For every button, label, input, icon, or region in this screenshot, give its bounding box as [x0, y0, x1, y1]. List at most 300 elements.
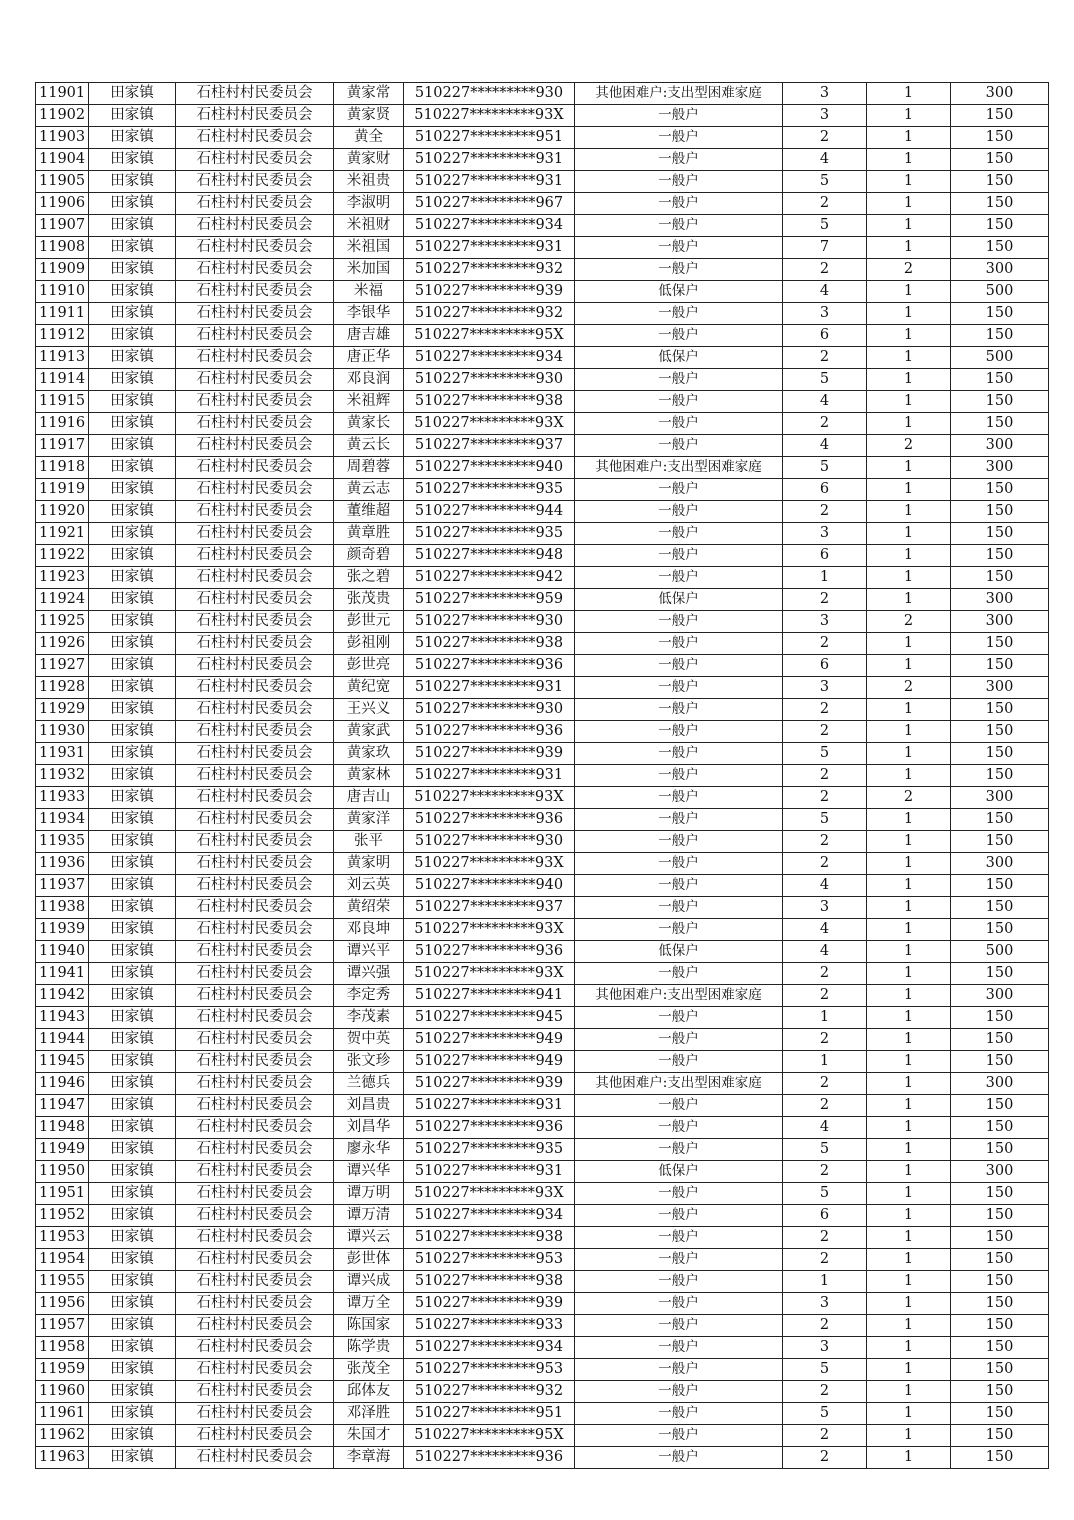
- village-committee-cell: 石柱村村民委员会: [176, 721, 334, 743]
- row-number-cell: 11928: [36, 677, 89, 699]
- amount-cell: 300: [951, 853, 1049, 875]
- household-size-cell: 4: [783, 435, 867, 457]
- village-committee-cell: 石柱村村民委员会: [176, 831, 334, 853]
- count-cell: 1: [867, 1117, 951, 1139]
- count-cell: 1: [867, 721, 951, 743]
- town-cell: 田家镇: [89, 83, 176, 105]
- household-size-cell: 1: [783, 1051, 867, 1073]
- id-number-cell: 510227*********935: [404, 523, 575, 545]
- count-cell: 1: [867, 1205, 951, 1227]
- town-cell: 田家镇: [89, 875, 176, 897]
- village-committee-cell: 石柱村村民委员会: [176, 765, 334, 787]
- village-committee-cell: 石柱村村民委员会: [176, 1425, 334, 1447]
- household-category-cell: 一般户: [575, 743, 783, 765]
- person-name-cell: 黄家长: [334, 413, 404, 435]
- town-cell: 田家镇: [89, 853, 176, 875]
- row-number-cell: 11959: [36, 1359, 89, 1381]
- table-row: [36, 1315, 1049, 1337]
- table-row: [36, 941, 1049, 963]
- table-row: [36, 193, 1049, 215]
- amount-cell: 150: [951, 1139, 1049, 1161]
- amount-cell: 300: [951, 259, 1049, 281]
- id-number-cell: 510227*********945: [404, 1007, 575, 1029]
- town-cell: 田家镇: [89, 303, 176, 325]
- town-cell: 田家镇: [89, 765, 176, 787]
- village-committee-cell: 石柱村村民委员会: [176, 589, 334, 611]
- person-name-cell: 彭世体: [334, 1249, 404, 1271]
- amount-cell: 150: [951, 369, 1049, 391]
- id-number-cell: 510227*********935: [404, 479, 575, 501]
- household-size-cell: 6: [783, 479, 867, 501]
- amount-cell: 150: [951, 193, 1049, 215]
- person-name-cell: 张文珍: [334, 1051, 404, 1073]
- village-committee-cell: 石柱村村民委员会: [176, 1315, 334, 1337]
- amount-cell: 150: [951, 1425, 1049, 1447]
- table-row: [36, 259, 1049, 281]
- household-size-cell: 3: [783, 303, 867, 325]
- town-cell: 田家镇: [89, 1359, 176, 1381]
- table-row: [36, 1205, 1049, 1227]
- household-size-cell: 2: [783, 985, 867, 1007]
- amount-cell: 150: [951, 413, 1049, 435]
- table-row: [36, 765, 1049, 787]
- household-size-cell: 1: [783, 1007, 867, 1029]
- village-committee-cell: 石柱村村民委员会: [176, 479, 334, 501]
- amount-cell: 150: [951, 523, 1049, 545]
- count-cell: 1: [867, 545, 951, 567]
- id-number-cell: 510227*********953: [404, 1359, 575, 1381]
- person-name-cell: 黄家常: [334, 83, 404, 105]
- row-number-cell: 11920: [36, 501, 89, 523]
- table-row: [36, 1359, 1049, 1381]
- household-category-cell: 一般户: [575, 1095, 783, 1117]
- person-name-cell: 谭兴华: [334, 1161, 404, 1183]
- person-name-cell: 黄全: [334, 127, 404, 149]
- row-number-cell: 11947: [36, 1095, 89, 1117]
- row-number-cell: 11949: [36, 1139, 89, 1161]
- town-cell: 田家镇: [89, 1205, 176, 1227]
- count-cell: 1: [867, 589, 951, 611]
- table-row: [36, 1271, 1049, 1293]
- id-number-cell: 510227*********939: [404, 281, 575, 303]
- row-number-cell: 11907: [36, 215, 89, 237]
- town-cell: 田家镇: [89, 1293, 176, 1315]
- count-cell: 1: [867, 105, 951, 127]
- town-cell: 田家镇: [89, 1183, 176, 1205]
- row-number-cell: 11962: [36, 1425, 89, 1447]
- count-cell: 1: [867, 215, 951, 237]
- amount-cell: 150: [951, 545, 1049, 567]
- amount-cell: 500: [951, 281, 1049, 303]
- person-name-cell: 邓泽胜: [334, 1403, 404, 1425]
- town-cell: 田家镇: [89, 435, 176, 457]
- village-committee-cell: 石柱村村民委员会: [176, 325, 334, 347]
- town-cell: 田家镇: [89, 193, 176, 215]
- household-size-cell: 5: [783, 1359, 867, 1381]
- amount-cell: 150: [951, 171, 1049, 193]
- table-row: [36, 1073, 1049, 1095]
- person-name-cell: 邓良坤: [334, 919, 404, 941]
- table-row: [36, 1007, 1049, 1029]
- amount-cell: 300: [951, 611, 1049, 633]
- table-row: [36, 83, 1049, 105]
- town-cell: 田家镇: [89, 281, 176, 303]
- amount-cell: 150: [951, 1315, 1049, 1337]
- amount-cell: 150: [951, 1227, 1049, 1249]
- household-size-cell: 5: [783, 215, 867, 237]
- amount-cell: 150: [951, 479, 1049, 501]
- village-committee-cell: 石柱村村民委员会: [176, 1337, 334, 1359]
- household-category-cell: 一般户: [575, 1051, 783, 1073]
- row-number-cell: 11940: [36, 941, 89, 963]
- amount-cell: 300: [951, 83, 1049, 105]
- town-cell: 田家镇: [89, 1117, 176, 1139]
- person-name-cell: 谭兴平: [334, 941, 404, 963]
- household-category-cell: 一般户: [575, 677, 783, 699]
- amount-cell: 150: [951, 127, 1049, 149]
- amount-cell: 150: [951, 765, 1049, 787]
- table-row: [36, 457, 1049, 479]
- household-size-cell: 2: [783, 1425, 867, 1447]
- amount-cell: 300: [951, 457, 1049, 479]
- count-cell: 1: [867, 1095, 951, 1117]
- household-category-cell: 其他困难户:支出型困难家庭: [575, 985, 783, 1007]
- town-cell: 田家镇: [89, 215, 176, 237]
- id-number-cell: 510227*********940: [404, 457, 575, 479]
- count-cell: 1: [867, 1271, 951, 1293]
- row-number-cell: 11918: [36, 457, 89, 479]
- household-category-cell: 一般户: [575, 655, 783, 677]
- id-number-cell: 510227*********931: [404, 1095, 575, 1117]
- person-name-cell: 邱体友: [334, 1381, 404, 1403]
- household-category-cell: 一般户: [575, 897, 783, 919]
- person-name-cell: 张之碧: [334, 567, 404, 589]
- village-committee-cell: 石柱村村民委员会: [176, 1161, 334, 1183]
- count-cell: 1: [867, 1183, 951, 1205]
- household-size-cell: 4: [783, 919, 867, 941]
- village-committee-cell: 石柱村村民委员会: [176, 215, 334, 237]
- household-size-cell: 3: [783, 897, 867, 919]
- village-committee-cell: 石柱村村民委员会: [176, 545, 334, 567]
- row-number-cell: 11910: [36, 281, 89, 303]
- count-cell: 1: [867, 369, 951, 391]
- town-cell: 田家镇: [89, 831, 176, 853]
- person-name-cell: 王兴义: [334, 699, 404, 721]
- household-size-cell: 2: [783, 853, 867, 875]
- row-number-cell: 11912: [36, 325, 89, 347]
- id-number-cell: 510227*********933: [404, 1315, 575, 1337]
- table-row: [36, 545, 1049, 567]
- id-number-cell: 510227*********95X: [404, 1425, 575, 1447]
- row-number-cell: 11911: [36, 303, 89, 325]
- amount-cell: 150: [951, 699, 1049, 721]
- household-size-cell: 2: [783, 1227, 867, 1249]
- table-row: [36, 743, 1049, 765]
- id-number-cell: 510227*********948: [404, 545, 575, 567]
- town-cell: 田家镇: [89, 1029, 176, 1051]
- household-category-cell: 一般户: [575, 1447, 783, 1469]
- village-committee-cell: 石柱村村民委员会: [176, 501, 334, 523]
- id-number-cell: 510227*********930: [404, 83, 575, 105]
- town-cell: 田家镇: [89, 567, 176, 589]
- household-size-cell: 5: [783, 1403, 867, 1425]
- count-cell: 2: [867, 435, 951, 457]
- town-cell: 田家镇: [89, 1425, 176, 1447]
- town-cell: 田家镇: [89, 347, 176, 369]
- row-number-cell: 11938: [36, 897, 89, 919]
- table-row: [36, 655, 1049, 677]
- household-size-cell: 5: [783, 743, 867, 765]
- household-size-cell: 2: [783, 963, 867, 985]
- id-number-cell: 510227*********931: [404, 149, 575, 171]
- household-category-cell: 一般户: [575, 1139, 783, 1161]
- village-committee-cell: 石柱村村民委员会: [176, 1403, 334, 1425]
- household-category-cell: 一般户: [575, 633, 783, 655]
- household-category-cell: 一般户: [575, 127, 783, 149]
- village-committee-cell: 石柱村村民委员会: [176, 611, 334, 633]
- table-row: [36, 127, 1049, 149]
- amount-cell: 150: [951, 809, 1049, 831]
- household-size-cell: 7: [783, 237, 867, 259]
- id-number-cell: 510227*********95X: [404, 325, 575, 347]
- town-cell: 田家镇: [89, 1271, 176, 1293]
- amount-cell: 150: [951, 721, 1049, 743]
- count-cell: 1: [867, 655, 951, 677]
- id-number-cell: 510227*********951: [404, 127, 575, 149]
- household-category-cell: 一般户: [575, 853, 783, 875]
- household-category-cell: 一般户: [575, 919, 783, 941]
- household-category-cell: 一般户: [575, 1271, 783, 1293]
- household-size-cell: 2: [783, 633, 867, 655]
- household-size-cell: 4: [783, 281, 867, 303]
- person-name-cell: 邓良润: [334, 369, 404, 391]
- row-number-cell: 11931: [36, 743, 89, 765]
- village-committee-cell: 石柱村村民委员会: [176, 1249, 334, 1271]
- id-number-cell: 510227*********930: [404, 369, 575, 391]
- id-number-cell: 510227*********940: [404, 875, 575, 897]
- table-row: [36, 721, 1049, 743]
- person-name-cell: 谭万清: [334, 1205, 404, 1227]
- row-number-cell: 11923: [36, 567, 89, 589]
- count-cell: 1: [867, 127, 951, 149]
- id-number-cell: 510227*********931: [404, 1161, 575, 1183]
- amount-cell: 300: [951, 985, 1049, 1007]
- count-cell: 1: [867, 347, 951, 369]
- person-name-cell: 李章海: [334, 1447, 404, 1469]
- town-cell: 田家镇: [89, 105, 176, 127]
- household-category-cell: 低保户: [575, 281, 783, 303]
- person-name-cell: 张平: [334, 831, 404, 853]
- household-size-cell: 2: [783, 589, 867, 611]
- count-cell: 1: [867, 809, 951, 831]
- person-name-cell: 米加国: [334, 259, 404, 281]
- person-name-cell: 陈国家: [334, 1315, 404, 1337]
- town-cell: 田家镇: [89, 655, 176, 677]
- household-size-cell: 5: [783, 457, 867, 479]
- village-committee-cell: 石柱村村民委员会: [176, 149, 334, 171]
- town-cell: 田家镇: [89, 171, 176, 193]
- person-name-cell: 谭万全: [334, 1293, 404, 1315]
- row-number-cell: 11916: [36, 413, 89, 435]
- row-number-cell: 11917: [36, 435, 89, 457]
- id-number-cell: 510227*********949: [404, 1051, 575, 1073]
- person-name-cell: 唐吉雄: [334, 325, 404, 347]
- person-name-cell: 李定秀: [334, 985, 404, 1007]
- person-name-cell: 颜奇碧: [334, 545, 404, 567]
- town-cell: 田家镇: [89, 1337, 176, 1359]
- person-name-cell: 谭万明: [334, 1183, 404, 1205]
- amount-cell: 150: [951, 1381, 1049, 1403]
- village-committee-cell: 石柱村村民委员会: [176, 655, 334, 677]
- village-committee-cell: 石柱村村民委员会: [176, 457, 334, 479]
- household-category-cell: 其他困难户:支出型困难家庭: [575, 457, 783, 479]
- table-row: [36, 633, 1049, 655]
- count-cell: 1: [867, 875, 951, 897]
- household-size-cell: 2: [783, 1073, 867, 1095]
- household-size-cell: 2: [783, 831, 867, 853]
- table-row: [36, 325, 1049, 347]
- count-cell: 1: [867, 391, 951, 413]
- town-cell: 田家镇: [89, 743, 176, 765]
- household-category-cell: 一般户: [575, 1007, 783, 1029]
- table-row: [36, 919, 1049, 941]
- household-size-cell: 2: [783, 1249, 867, 1271]
- id-number-cell: 510227*********937: [404, 435, 575, 457]
- town-cell: 田家镇: [89, 941, 176, 963]
- village-committee-cell: 石柱村村民委员会: [176, 259, 334, 281]
- count-cell: 1: [867, 457, 951, 479]
- town-cell: 田家镇: [89, 391, 176, 413]
- count-cell: 1: [867, 83, 951, 105]
- row-number-cell: 11960: [36, 1381, 89, 1403]
- village-committee-cell: 石柱村村民委员会: [176, 413, 334, 435]
- town-cell: 田家镇: [89, 809, 176, 831]
- household-size-cell: 5: [783, 369, 867, 391]
- row-number-cell: 11954: [36, 1249, 89, 1271]
- row-number-cell: 11915: [36, 391, 89, 413]
- town-cell: 田家镇: [89, 963, 176, 985]
- id-number-cell: 510227*********930: [404, 699, 575, 721]
- person-name-cell: 米福: [334, 281, 404, 303]
- person-name-cell: 谭兴成: [334, 1271, 404, 1293]
- village-committee-cell: 石柱村村民委员会: [176, 633, 334, 655]
- village-committee-cell: 石柱村村民委员会: [176, 963, 334, 985]
- count-cell: 1: [867, 985, 951, 1007]
- village-committee-cell: 石柱村村民委员会: [176, 1447, 334, 1469]
- id-number-cell: 510227*********949: [404, 1029, 575, 1051]
- town-cell: 田家镇: [89, 1095, 176, 1117]
- table-row: [36, 347, 1049, 369]
- table-row: [36, 479, 1049, 501]
- village-committee-cell: 石柱村村民委员会: [176, 919, 334, 941]
- count-cell: 1: [867, 1249, 951, 1271]
- id-number-cell: 510227*********951: [404, 1403, 575, 1425]
- household-size-cell: 3: [783, 1337, 867, 1359]
- row-number-cell: 11955: [36, 1271, 89, 1293]
- amount-cell: 300: [951, 435, 1049, 457]
- table-row: [36, 1447, 1049, 1469]
- row-number-cell: 11952: [36, 1205, 89, 1227]
- table-row: [36, 699, 1049, 721]
- id-number-cell: 510227*********931: [404, 765, 575, 787]
- town-cell: 田家镇: [89, 1249, 176, 1271]
- household-size-cell: 2: [783, 413, 867, 435]
- amount-cell: 150: [951, 897, 1049, 919]
- id-number-cell: 510227*********932: [404, 1381, 575, 1403]
- person-name-cell: 黄家财: [334, 149, 404, 171]
- village-committee-cell: 石柱村村民委员会: [176, 281, 334, 303]
- row-number-cell: 11926: [36, 633, 89, 655]
- count-cell: 1: [867, 1227, 951, 1249]
- row-number-cell: 11957: [36, 1315, 89, 1337]
- table-row: [36, 809, 1049, 831]
- table-row: [36, 391, 1049, 413]
- row-number-cell: 11902: [36, 105, 89, 127]
- town-cell: 田家镇: [89, 127, 176, 149]
- count-cell: 1: [867, 1161, 951, 1183]
- town-cell: 田家镇: [89, 985, 176, 1007]
- amount-cell: 150: [951, 501, 1049, 523]
- id-number-cell: 510227*********936: [404, 721, 575, 743]
- row-number-cell: 11946: [36, 1073, 89, 1095]
- row-number-cell: 11934: [36, 809, 89, 831]
- amount-cell: 150: [951, 149, 1049, 171]
- village-committee-cell: 石柱村村民委员会: [176, 875, 334, 897]
- amount-cell: 150: [951, 831, 1049, 853]
- person-name-cell: 周碧蓉: [334, 457, 404, 479]
- person-name-cell: 李淑明: [334, 193, 404, 215]
- count-cell: 1: [867, 193, 951, 215]
- household-category-cell: 一般户: [575, 809, 783, 831]
- village-committee-cell: 石柱村村民委员会: [176, 787, 334, 809]
- person-name-cell: 刘昌华: [334, 1117, 404, 1139]
- person-name-cell: 谭兴云: [334, 1227, 404, 1249]
- amount-cell: 150: [951, 1051, 1049, 1073]
- person-name-cell: 兰德兵: [334, 1073, 404, 1095]
- village-committee-cell: 石柱村村民委员会: [176, 853, 334, 875]
- row-number-cell: 11929: [36, 699, 89, 721]
- village-committee-cell: 石柱村村民委员会: [176, 941, 334, 963]
- amount-cell: 150: [951, 655, 1049, 677]
- household-size-cell: 5: [783, 809, 867, 831]
- person-name-cell: 唐吉山: [334, 787, 404, 809]
- id-number-cell: 510227*********931: [404, 237, 575, 259]
- town-cell: 田家镇: [89, 1161, 176, 1183]
- town-cell: 田家镇: [89, 369, 176, 391]
- household-size-cell: 3: [783, 105, 867, 127]
- row-number-cell: 11901: [36, 83, 89, 105]
- count-cell: 1: [867, 149, 951, 171]
- count-cell: 1: [867, 1051, 951, 1073]
- person-name-cell: 黄纪宽: [334, 677, 404, 699]
- household-category-cell: 一般户: [575, 215, 783, 237]
- household-category-cell: 一般户: [575, 1183, 783, 1205]
- household-size-cell: 6: [783, 545, 867, 567]
- village-committee-cell: 石柱村村民委员会: [176, 1117, 334, 1139]
- table-row: [36, 1425, 1049, 1447]
- id-number-cell: 510227*********936: [404, 941, 575, 963]
- row-number-cell: 11922: [36, 545, 89, 567]
- village-committee-cell: 石柱村村民委员会: [176, 1359, 334, 1381]
- person-name-cell: 黄家玖: [334, 743, 404, 765]
- person-name-cell: 谭兴强: [334, 963, 404, 985]
- household-size-cell: 2: [783, 1029, 867, 1051]
- id-number-cell: 510227*********959: [404, 589, 575, 611]
- id-number-cell: 510227*********932: [404, 303, 575, 325]
- village-committee-cell: 石柱村村民委员会: [176, 347, 334, 369]
- town-cell: 田家镇: [89, 1051, 176, 1073]
- count-cell: 1: [867, 523, 951, 545]
